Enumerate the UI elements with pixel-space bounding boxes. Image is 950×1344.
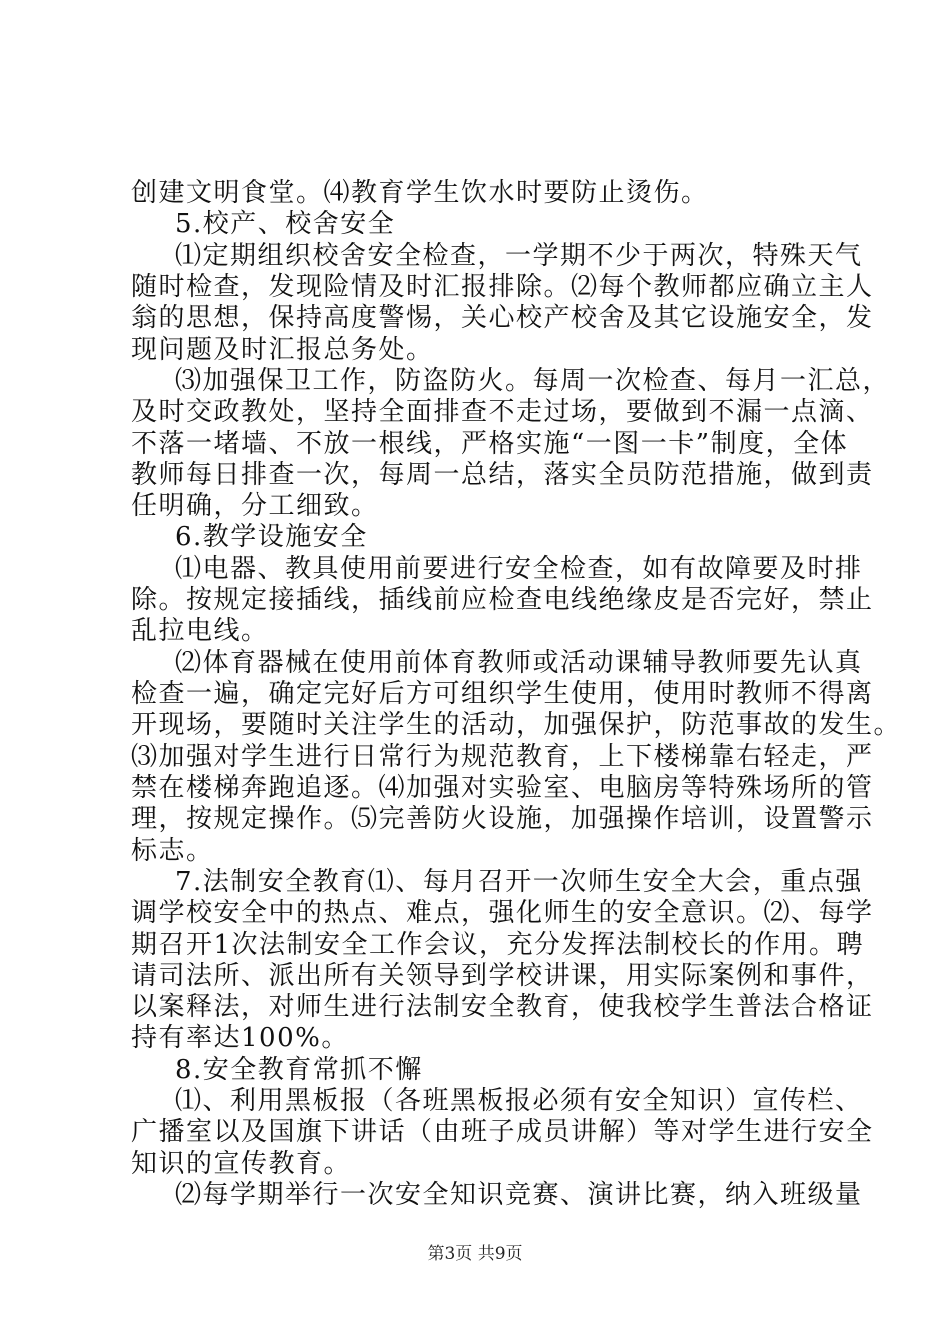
text-line: 除。按规定接插线，插线前应检查电线绝缘皮是否完好，禁止: [131, 585, 874, 615]
section-heading: 6.教学设施安全: [175, 522, 368, 552]
text-line: ⑵每学期举行一次安全知识竞赛、演讲比赛，纳入班级量: [175, 1180, 863, 1210]
text-line: 乱拉电线。: [131, 616, 269, 646]
text-line: 现问题及时汇报总务处。: [131, 335, 434, 365]
text-line: ⑵体育器械在使用前体育教师或活动课辅导教师要先认真: [175, 648, 863, 678]
text-line: 广播室以及国旗下讲话（由班子成员讲解）等对学生进行安全: [131, 1117, 874, 1147]
text-line: 禁在楼梯奔跑追逐。⑷加强对实验室、电脑房等特殊场所的管: [131, 773, 874, 803]
text-line: ⑶加强保卫工作，防盗防火。每周一次检查、每月一汇总，: [175, 366, 891, 396]
text-line: 持有率达100%。: [131, 1023, 349, 1053]
text-line: ⑶加强对学生进行日常行为规范教育，上下楼梯靠右轻走，严: [131, 742, 874, 772]
page-number-footer: 第3页 共9页: [427, 1244, 523, 1264]
text-line: 请司法所、派出所有关领导到学校讲课，用实际案例和事件，: [131, 961, 874, 991]
text-line: 及时交政教处，坚持全面排查不走过场，要做到不漏一点滴、: [131, 397, 874, 427]
section-heading: 7.法制安全教育⑴、每月召开一次师生安全大会，重点强: [175, 867, 863, 897]
text-line: 期召开1次法制安全工作会议，充分发挥法制校长的作用。聘: [131, 930, 865, 960]
section-heading: 5.校产、校舍安全: [175, 209, 396, 239]
text-line: 以案释法，对师生进行法制安全教育，使我校学生普法合格证: [131, 992, 874, 1022]
text-line: ⑴、利用黑板报（各班黑板报必须有安全知识）宣传栏、: [175, 1086, 863, 1116]
text-line: 理，按规定操作。⑸完善防火设施，加强操作培训，设置警示: [131, 804, 874, 834]
text-line: 知识的宣传教育。: [131, 1149, 352, 1179]
text-line: 检查一遍，确定完好后方可组织学生使用，使用时教师不得离: [131, 679, 874, 709]
text-line: 随时检查，发现险情及时汇报排除。⑵每个教师都应确立主人: [131, 272, 874, 302]
text-line: ⑴定期组织校舍安全检查，一学期不少于两次，特殊天气: [175, 241, 863, 271]
text-line: 开现场，要随时关注学生的活动，加强保护，防范事故的发生。: [131, 710, 902, 740]
text-line: ⑴电器、教具使用前要进行安全检查，如有故障要及时排: [175, 554, 863, 584]
text-line: 教师每日排查一次，每周一总结，落实全员防范措施，做到责: [131, 460, 874, 490]
text-line: 翁的思想，保持高度警惕，关心校产校舍及其它设施安全，发: [131, 303, 874, 333]
text-line: 调学校安全中的热点、难点，强化师生的安全意识。⑵、每学: [131, 898, 874, 928]
text-line: 创建文明食堂。⑷教育学生饮水时要防止烫伤。: [131, 178, 709, 208]
section-heading: 8.安全教育常抓不懈: [175, 1055, 423, 1085]
text-line: 标志。: [131, 836, 214, 866]
text-line: 不落一堵墙、不放一根线，严格实施“一图一卡”制度，全体: [131, 429, 849, 459]
text-line: 任明确，分工细致。: [131, 491, 379, 521]
